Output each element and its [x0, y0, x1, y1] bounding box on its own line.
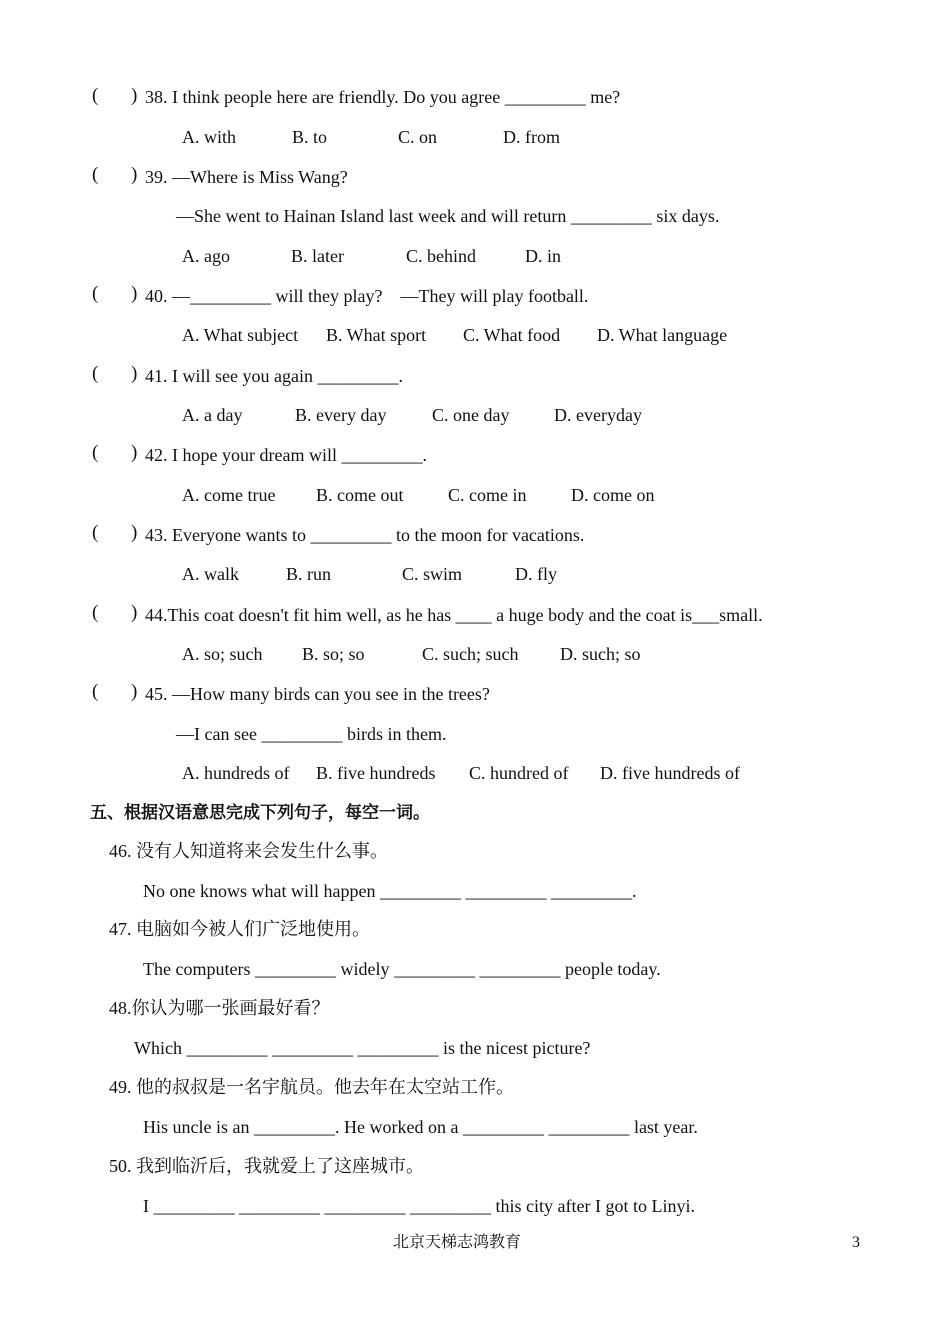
option-a: A. walk — [182, 564, 239, 584]
option-d: D. five hundreds of — [600, 763, 740, 783]
answer-paren-open: ( — [92, 522, 99, 543]
option-b: B. later — [291, 246, 344, 266]
question-45-stem: 45. —How many birds can you see in the trees? — [145, 684, 490, 704]
option-b: B. to — [292, 127, 328, 147]
option-c: C. behind — [406, 246, 476, 266]
question-45-stem-reply: —I can see _________ birds in them. — [176, 724, 447, 744]
translation-48-prompt: 48.你认为哪一张画最好看？ — [109, 998, 330, 1018]
answer-paren-close: ) — [131, 442, 138, 463]
translation-47-prompt: 47. 电脑如今被人们广泛地使用。 — [109, 919, 370, 939]
answer-paren-open: ( — [92, 283, 99, 304]
answer-paren-open: ( — [92, 164, 99, 185]
option-c: C. on — [398, 127, 438, 147]
translation-48-sentence: Which _________ _________ _________ is the nicest picture? — [134, 1038, 591, 1058]
option-a: A. a day — [182, 405, 243, 425]
option-c: C. What food — [463, 325, 561, 345]
translation-49-prompt: 49. 他的叔叔是一名宇航员。他去年在太空站工作。 — [109, 1077, 514, 1097]
question-39-stem: 39. —Where is Miss Wang? — [145, 167, 348, 187]
answer-paren-close: ) — [131, 363, 138, 384]
translation-47-sentence: The computers _________ widely _________ _________ people today. — [143, 959, 661, 979]
option-c: C. come in — [448, 485, 527, 505]
answer-paren-open: ( — [92, 363, 99, 384]
answer-paren-open: ( — [92, 85, 99, 106]
answer-paren-open: ( — [92, 442, 99, 463]
option-b: B. What sport — [326, 325, 427, 345]
option-a: A. so; such — [182, 644, 263, 664]
question-43-stem: 43. Everyone wants to _________ to the moon for vacations. — [145, 525, 585, 545]
translation-46-prompt: 46. 没有人知道将来会发生什么事。 — [109, 841, 388, 861]
question-38-stem: 38. I think people here are friendly. Do you agree _________ me? — [145, 87, 621, 107]
option-a: A. with — [182, 127, 236, 147]
option-d: D. in — [525, 246, 561, 266]
translation-49-sentence: His uncle is an _________. He worked on a _________ _________ last year. — [143, 1117, 698, 1137]
option-c: C. one day — [432, 405, 510, 425]
answer-paren-close: ) — [131, 522, 138, 543]
translation-46-sentence: No one knows what will happen _________ _________ _________. — [143, 881, 637, 901]
option-c: C. swim — [402, 564, 463, 584]
question-40-stem: 40. —_________ will they play? —They will play football. — [145, 286, 589, 306]
option-b: B. five hundreds — [316, 763, 436, 783]
option-a: A. What subject — [182, 325, 299, 345]
question-44-stem: 44.This coat doesn't fit him well, as he has ____ a huge body and the coat is___small. — [145, 605, 763, 625]
option-a: A. ago — [182, 246, 230, 266]
option-d: D. What language — [597, 325, 728, 345]
option-d: D. come on — [571, 485, 655, 505]
question-42-stem: 42. I hope your dream will _________. — [145, 445, 427, 465]
translation-50-sentence: I _________ _________ _________ _________ this city after I got to Linyi. — [143, 1196, 695, 1216]
option-d: D. everyday — [554, 405, 642, 425]
option-b: B. so; so — [302, 644, 365, 664]
question-41-stem: 41. I will see you again _________. — [145, 366, 403, 386]
page-number: 3 — [852, 1234, 860, 1251]
option-b: B. every day — [295, 405, 387, 425]
answer-paren-open: ( — [92, 681, 99, 702]
option-d: D. such; so — [560, 644, 641, 664]
answer-paren-close: ) — [131, 164, 138, 185]
option-a: A. come true — [182, 485, 276, 505]
question-39-stem-reply: —She went to Hainan Island last week and will return _________ six days. — [176, 206, 720, 226]
answer-paren-open: ( — [92, 602, 99, 623]
option-b: B. run — [286, 564, 331, 584]
translation-50-prompt: 50. 我到临沂后，我就爱上了这座城市。 — [109, 1156, 424, 1176]
option-d: D. from — [503, 127, 560, 147]
answer-paren-close: ) — [131, 602, 138, 623]
option-a: A. hundreds of — [182, 763, 290, 783]
option-c: C. hundred of — [469, 763, 569, 783]
answer-paren-close: ) — [131, 85, 138, 106]
section-heading: 五、根据汉语意思完成下列句子，每空一词。 — [90, 803, 430, 823]
answer-paren-close: ) — [131, 283, 138, 304]
option-d: D. fly — [515, 564, 557, 584]
option-b: B. come out — [316, 485, 404, 505]
footer-publisher: 北京天梯志鸿教育 — [393, 1234, 522, 1251]
answer-paren-close: ) — [131, 681, 138, 702]
option-c: C. such; such — [422, 644, 519, 664]
